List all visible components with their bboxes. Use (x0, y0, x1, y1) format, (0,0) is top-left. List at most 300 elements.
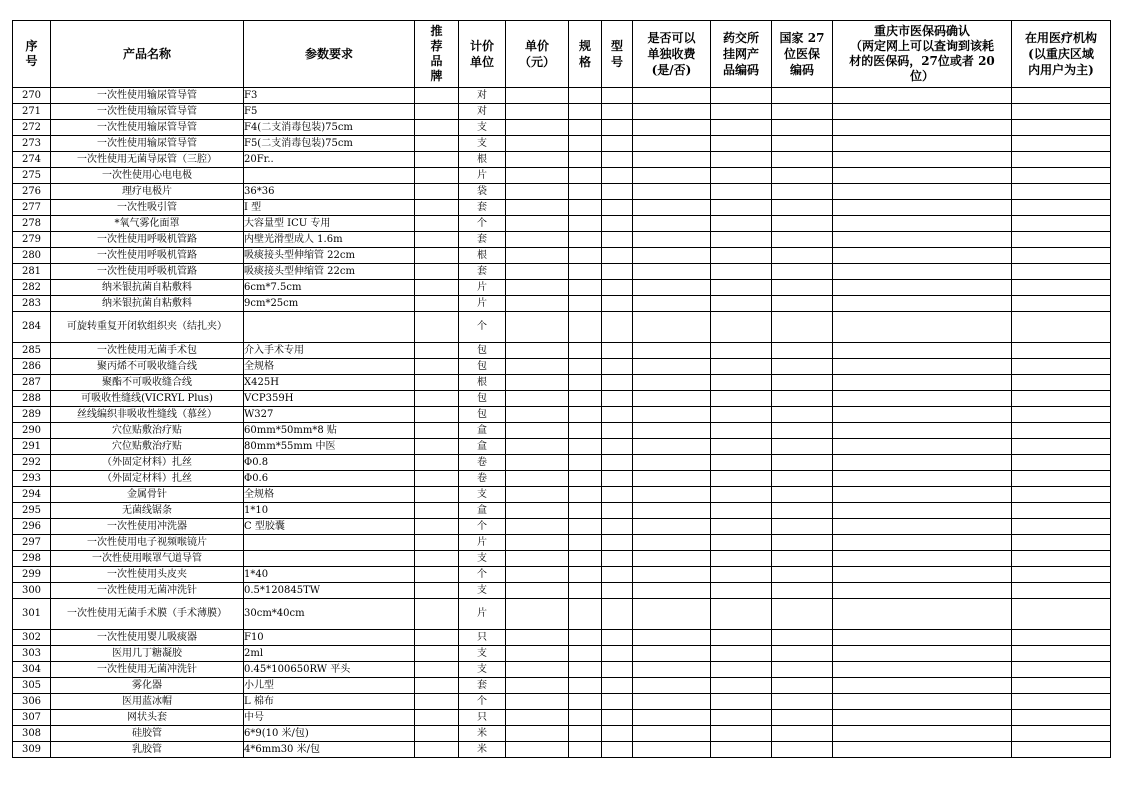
product-name-cell: 一次性使用电子视频喉镜片 (51, 535, 244, 551)
national-code-cell (772, 104, 833, 120)
price-cell (506, 567, 569, 583)
size-cell (569, 646, 602, 662)
unit-cell: 个 (459, 312, 506, 343)
price-cell (506, 120, 569, 136)
price-cell (506, 391, 569, 407)
price-cell (506, 88, 569, 104)
spec-cell: 中号 (244, 710, 415, 726)
row-number: 289 (13, 407, 51, 423)
institution-cell (1012, 726, 1111, 742)
header-row (13, 21, 1111, 88)
chongqing-code-cell (833, 630, 1012, 646)
brand-cell (415, 296, 459, 312)
national-code-cell (772, 264, 833, 280)
spec-cell: X425H (244, 375, 415, 391)
unit-cell: 支 (459, 120, 506, 136)
separate-charge-cell (633, 471, 711, 487)
row-number: 286 (13, 359, 51, 375)
row-number: 297 (13, 535, 51, 551)
table-row (13, 216, 1111, 232)
national-code-cell (772, 232, 833, 248)
platform-code-cell (711, 232, 772, 248)
spec-cell: 6cm*7.5cm (244, 280, 415, 296)
separate-charge-cell (633, 583, 711, 599)
chongqing-code-cell (833, 455, 1012, 471)
national-code-cell (772, 200, 833, 216)
platform-code-cell (711, 567, 772, 583)
national-code-cell (772, 248, 833, 264)
chongqing-code-cell (833, 296, 1012, 312)
header-price (506, 21, 569, 88)
price-cell (506, 296, 569, 312)
chongqing-code-cell (833, 710, 1012, 726)
model-cell (602, 168, 633, 184)
row-number: 271 (13, 104, 51, 120)
header-institution-label: 在用医疗机构 (以重庆区域 内用户为主) (1024, 31, 1097, 77)
chongqing-code-cell (833, 216, 1012, 232)
model-cell (602, 694, 633, 710)
spec-cell: F10 (244, 630, 415, 646)
unit-cell: 支 (459, 662, 506, 678)
row-number: 285 (13, 343, 51, 359)
price-cell (506, 423, 569, 439)
price-cell (506, 232, 569, 248)
row-number: 282 (13, 280, 51, 296)
brand-cell (415, 439, 459, 455)
institution-cell (1012, 694, 1111, 710)
chongqing-code-cell (833, 694, 1012, 710)
product-name-cell: 医用几丁糖凝胶 (51, 646, 244, 662)
chongqing-code-cell (833, 184, 1012, 200)
table-row (13, 296, 1111, 312)
table-row (13, 120, 1111, 136)
row-number: 281 (13, 264, 51, 280)
size-cell (569, 359, 602, 375)
model-cell (602, 662, 633, 678)
table-body (13, 88, 1111, 758)
spec-cell (244, 312, 415, 343)
model-cell (602, 391, 633, 407)
chongqing-code-cell (833, 646, 1012, 662)
header-name-label: 产品名称 (122, 47, 171, 61)
size-cell (569, 407, 602, 423)
brand-cell (415, 152, 459, 168)
model-cell (602, 152, 633, 168)
institution-cell (1012, 487, 1111, 503)
national-code-cell (772, 439, 833, 455)
table-row (13, 232, 1111, 248)
institution-cell (1012, 407, 1111, 423)
size-cell (569, 455, 602, 471)
header-spec-label: 参数要求 (304, 47, 353, 61)
separate-charge-cell (633, 88, 711, 104)
national-code-cell (772, 694, 833, 710)
brand-cell (415, 519, 459, 535)
product-name-cell: 一次性使用心电电极 (51, 168, 244, 184)
table-row (13, 487, 1111, 503)
chongqing-code-cell (833, 280, 1012, 296)
platform-code-cell (711, 407, 772, 423)
size-cell (569, 168, 602, 184)
institution-cell (1012, 439, 1111, 455)
spec-cell: 6*9(10 米/包) (244, 726, 415, 742)
institution-cell (1012, 455, 1111, 471)
row-number: 279 (13, 232, 51, 248)
product-name-cell: 医用蓝冰帽 (51, 694, 244, 710)
chongqing-code-cell (833, 120, 1012, 136)
spec-cell: 80mm*55mm 中医 (244, 439, 415, 455)
size-cell (569, 248, 602, 264)
product-name-cell: 一次性使用输尿管导管 (51, 136, 244, 152)
table-row (13, 168, 1111, 184)
institution-cell (1012, 599, 1111, 630)
spec-cell: 内壁光滑型成人 1.6m (244, 232, 415, 248)
chongqing-code-cell (833, 599, 1012, 630)
row-number: 302 (13, 630, 51, 646)
row-number: 295 (13, 503, 51, 519)
chongqing-code-cell (833, 471, 1012, 487)
size-cell (569, 630, 602, 646)
model-cell (602, 120, 633, 136)
price-cell (506, 646, 569, 662)
row-number: 290 (13, 423, 51, 439)
brand-cell (415, 662, 459, 678)
product-name-cell: 硅胶管 (51, 726, 244, 742)
unit-cell: 片 (459, 168, 506, 184)
national-code-cell (772, 567, 833, 583)
model-cell (602, 280, 633, 296)
chongqing-code-cell (833, 407, 1012, 423)
table-row (13, 519, 1111, 535)
brand-cell (415, 583, 459, 599)
national-code-cell (772, 726, 833, 742)
spec-cell (244, 551, 415, 567)
spec-cell: W327 (244, 407, 415, 423)
national-code-cell (772, 551, 833, 567)
chongqing-code-cell (833, 232, 1012, 248)
institution-cell (1012, 120, 1111, 136)
unit-cell: 套 (459, 200, 506, 216)
institution-cell (1012, 184, 1111, 200)
price-cell (506, 343, 569, 359)
product-name-cell: 可旋转重复开闭软组织夹（结扎夹） (51, 312, 244, 343)
row-number: 278 (13, 216, 51, 232)
spec-cell: F3 (244, 88, 415, 104)
spec-cell: 30cm*40cm (244, 599, 415, 630)
spec-cell (244, 535, 415, 551)
row-number: 270 (13, 88, 51, 104)
national-code-cell (772, 168, 833, 184)
separate-charge-cell (633, 423, 711, 439)
product-name-cell: 一次性使用无菌手术膜（手术薄膜） (51, 599, 244, 630)
national-code-cell (772, 375, 833, 391)
brand-cell (415, 694, 459, 710)
price-cell (506, 694, 569, 710)
size-cell (569, 136, 602, 152)
brand-cell (415, 646, 459, 662)
row-number: 303 (13, 646, 51, 662)
separate-charge-cell (633, 726, 711, 742)
national-code-cell (772, 136, 833, 152)
model-cell (602, 519, 633, 535)
row-number: 274 (13, 152, 51, 168)
product-name-cell: 一次性使用输尿管导管 (51, 120, 244, 136)
national-code-cell (772, 710, 833, 726)
unit-cell: 支 (459, 646, 506, 662)
unit-cell: 卷 (459, 455, 506, 471)
model-cell (602, 710, 633, 726)
model-cell (602, 248, 633, 264)
platform-code-cell (711, 88, 772, 104)
platform-code-cell (711, 248, 772, 264)
platform-code-cell (711, 710, 772, 726)
header-national-code-label: 国家 27 位医保 编码 (779, 31, 825, 77)
header-size-label: 规 格 (578, 39, 591, 69)
separate-charge-cell (633, 630, 711, 646)
unit-cell: 包 (459, 391, 506, 407)
spec-cell: I 型 (244, 200, 415, 216)
product-name-cell: 一次性使用输尿管导管 (51, 88, 244, 104)
separate-charge-cell (633, 248, 711, 264)
price-cell (506, 407, 569, 423)
size-cell (569, 535, 602, 551)
row-number: 296 (13, 519, 51, 535)
price-cell (506, 152, 569, 168)
platform-code-cell (711, 487, 772, 503)
spec-cell: 0.5*120845TW (244, 583, 415, 599)
product-name-cell: 纳米银抗菌自粘敷料 (51, 280, 244, 296)
chongqing-code-cell (833, 742, 1012, 758)
model-cell (602, 630, 633, 646)
unit-cell: 包 (459, 407, 506, 423)
platform-code-cell (711, 200, 772, 216)
model-cell (602, 646, 633, 662)
unit-cell: 个 (459, 216, 506, 232)
model-cell (602, 407, 633, 423)
platform-code-cell (711, 391, 772, 407)
chongqing-code-cell (833, 264, 1012, 280)
model-cell (602, 136, 633, 152)
chongqing-code-cell (833, 375, 1012, 391)
row-number: 275 (13, 168, 51, 184)
row-number: 283 (13, 296, 51, 312)
price-cell (506, 439, 569, 455)
unit-cell: 支 (459, 136, 506, 152)
spec-cell: 60mm*50mm*8 贴 (244, 423, 415, 439)
unit-cell: 盒 (459, 503, 506, 519)
row-number: 291 (13, 439, 51, 455)
platform-code-cell (711, 439, 772, 455)
national-code-cell (772, 583, 833, 599)
platform-code-cell (711, 583, 772, 599)
institution-cell (1012, 391, 1111, 407)
product-name-cell: 一次性使用输尿管导管 (51, 104, 244, 120)
size-cell (569, 184, 602, 200)
size-cell (569, 343, 602, 359)
platform-code-cell (711, 694, 772, 710)
model-cell (602, 726, 633, 742)
chongqing-code-cell (833, 567, 1012, 583)
separate-charge-cell (633, 375, 711, 391)
institution-cell (1012, 551, 1111, 567)
model-cell (602, 312, 633, 343)
brand-cell (415, 535, 459, 551)
product-name-cell: 聚酯不可吸收缝合线 (51, 375, 244, 391)
platform-code-cell (711, 120, 772, 136)
row-number: 276 (13, 184, 51, 200)
institution-cell (1012, 88, 1111, 104)
row-number: 292 (13, 455, 51, 471)
table-row (13, 599, 1111, 630)
unit-cell: 套 (459, 232, 506, 248)
brand-cell (415, 136, 459, 152)
chongqing-code-cell (833, 535, 1012, 551)
spec-cell: 1*40 (244, 567, 415, 583)
table-row (13, 391, 1111, 407)
platform-code-cell (711, 646, 772, 662)
model-cell (602, 535, 633, 551)
row-number: 288 (13, 391, 51, 407)
price-cell (506, 726, 569, 742)
row-number: 293 (13, 471, 51, 487)
size-cell (569, 120, 602, 136)
procurement-table (12, 20, 1111, 758)
chongqing-code-cell (833, 519, 1012, 535)
model-cell (602, 343, 633, 359)
brand-cell (415, 200, 459, 216)
model-cell (602, 232, 633, 248)
size-cell (569, 88, 602, 104)
price-cell (506, 710, 569, 726)
chongqing-code-cell (833, 391, 1012, 407)
model-cell (602, 551, 633, 567)
table-row (13, 551, 1111, 567)
national-code-cell (772, 88, 833, 104)
price-cell (506, 503, 569, 519)
institution-cell (1012, 248, 1111, 264)
table-row (13, 535, 1111, 551)
table-row (13, 455, 1111, 471)
institution-cell (1012, 136, 1111, 152)
separate-charge-cell (633, 535, 711, 551)
table-row (13, 710, 1111, 726)
spec-cell: 0.45*100650RW 平头 (244, 662, 415, 678)
national-code-cell (772, 455, 833, 471)
unit-cell: 根 (459, 375, 506, 391)
row-number: 273 (13, 136, 51, 152)
size-cell (569, 710, 602, 726)
size-cell (569, 296, 602, 312)
national-code-cell (772, 535, 833, 551)
separate-charge-cell (633, 296, 711, 312)
national-code-cell (772, 599, 833, 630)
size-cell (569, 726, 602, 742)
table-row (13, 280, 1111, 296)
chongqing-code-cell (833, 662, 1012, 678)
institution-cell (1012, 646, 1111, 662)
table-row (13, 662, 1111, 678)
header-price-label: 单价 （元） (518, 39, 555, 69)
separate-charge-cell (633, 232, 711, 248)
unit-cell: 根 (459, 152, 506, 168)
spec-cell: 36*36 (244, 184, 415, 200)
chongqing-code-cell (833, 88, 1012, 104)
platform-code-cell (711, 599, 772, 630)
price-cell (506, 136, 569, 152)
unit-cell: 盒 (459, 439, 506, 455)
header-brand (415, 21, 459, 88)
platform-code-cell (711, 280, 772, 296)
separate-charge-cell (633, 264, 711, 280)
institution-cell (1012, 423, 1111, 439)
product-name-cell: 一次性使用呼吸机管路 (51, 248, 244, 264)
header-platform-code-label: 药交所 挂网产 品编码 (722, 31, 759, 77)
product-name-cell: （外固定材料）扎丝 (51, 471, 244, 487)
header-chongqing-code-label: 重庆市医保码确认 （两定网上可以查询到该耗 材的医保码，27位或者 20 位） (849, 24, 995, 83)
size-cell (569, 551, 602, 567)
platform-code-cell (711, 359, 772, 375)
product-name-cell: 穴位贴敷治疗贴 (51, 423, 244, 439)
national-code-cell (772, 423, 833, 439)
separate-charge-cell (633, 567, 711, 583)
header-name (51, 21, 244, 88)
unit-cell: 套 (459, 678, 506, 694)
unit-cell: 片 (459, 599, 506, 630)
brand-cell (415, 726, 459, 742)
header-national-code (772, 21, 833, 88)
model-cell (602, 471, 633, 487)
chongqing-code-cell (833, 583, 1012, 599)
unit-cell: 支 (459, 487, 506, 503)
institution-cell (1012, 232, 1111, 248)
row-number: 304 (13, 662, 51, 678)
national-code-cell (772, 407, 833, 423)
header-separate-charge (633, 21, 711, 88)
institution-cell (1012, 152, 1111, 168)
header-model (602, 21, 633, 88)
brand-cell (415, 375, 459, 391)
table-row (13, 88, 1111, 104)
table-row (13, 248, 1111, 264)
separate-charge-cell (633, 503, 711, 519)
national-code-cell (772, 519, 833, 535)
brand-cell (415, 471, 459, 487)
row-number: 305 (13, 678, 51, 694)
product-name-cell: 可吸收性缝线(VICRYL Plus) (51, 391, 244, 407)
national-code-cell (772, 152, 833, 168)
header-unit-label: 计价 单位 (469, 39, 494, 69)
size-cell (569, 487, 602, 503)
spec-cell: 9cm*25cm (244, 296, 415, 312)
unit-cell: 卷 (459, 471, 506, 487)
institution-cell (1012, 535, 1111, 551)
price-cell (506, 312, 569, 343)
price-cell (506, 535, 569, 551)
price-cell (506, 519, 569, 535)
spec-cell: F4(二支消毒包装)75cm (244, 120, 415, 136)
national-code-cell (772, 391, 833, 407)
institution-cell (1012, 359, 1111, 375)
table-row (13, 503, 1111, 519)
row-number: 309 (13, 742, 51, 758)
spec-cell: F5(二支消毒包装)75cm (244, 136, 415, 152)
price-cell (506, 487, 569, 503)
institution-cell (1012, 583, 1111, 599)
brand-cell (415, 423, 459, 439)
separate-charge-cell (633, 710, 711, 726)
price-cell (506, 264, 569, 280)
product-name-cell: 乳胶管 (51, 742, 244, 758)
